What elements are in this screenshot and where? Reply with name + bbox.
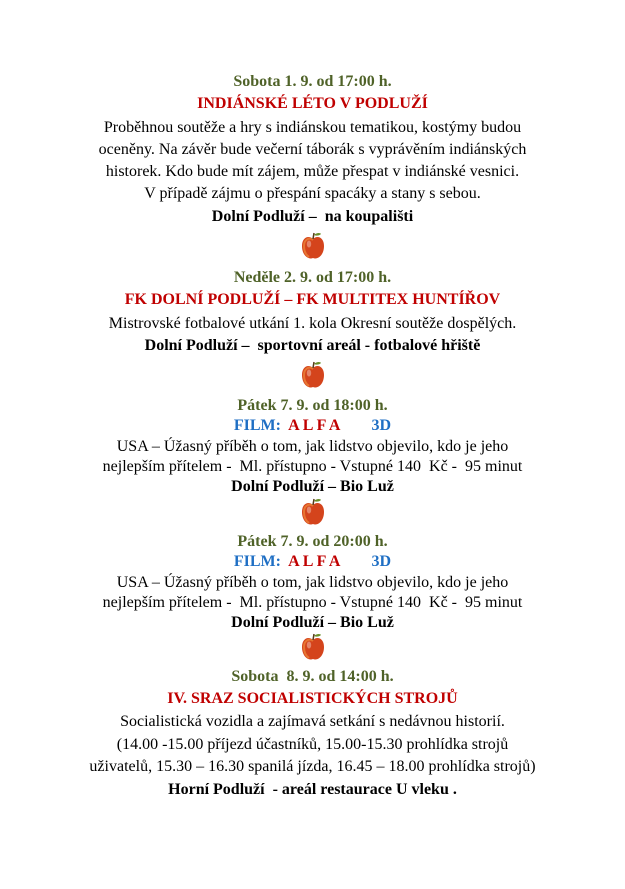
- event-description-line: historek. Kdo bude mít zájem, může přespat v indiánské vesnici.: [105, 163, 520, 180]
- event-description-line: nejlepším přítelem - Ml. přístupno - Vstupné 140 Kč - 95 minut: [102, 458, 523, 475]
- film-header: [0, 416, 625, 436]
- event-description-line: uživatelů, 15.30 – 16.30 spanilá jízda, 16.45 – 18.00 prohlídka strojů): [89, 758, 536, 775]
- apple-icon: [300, 360, 326, 390]
- event-description-line: V případě zájmu o přespání spacáky a stany s sebou.: [144, 185, 481, 202]
- event-title: IV. SRAZ SOCIALISTICKÝCH STROJŮ: [167, 690, 458, 707]
- event-place: Dolní Podluží – sportovní areál - fotbalové hřiště: [144, 337, 481, 354]
- event-place: Horní Podluží - areál restaurace U vleku .: [168, 781, 457, 798]
- apple-icon: [300, 231, 326, 261]
- event-description-line: Socialistická vozidla a zajímavá setkání s nedávnou historií.: [120, 713, 505, 730]
- film-label: FILM:: [233, 417, 281, 434]
- event-date: Sobota 1. 9. od 17:00 h.: [233, 73, 392, 90]
- film-format: 3D: [371, 553, 392, 570]
- event-date: Sobota 8. 9. od 14:00 h.: [231, 668, 394, 685]
- event-date: Pátek 7. 9. od 20:00 h.: [237, 533, 388, 550]
- event-description-line: (14.00 -15.00 příjezd účastníků, 15.00-15.30 prohlídka strojů: [116, 736, 509, 753]
- event-description-line: USA – Úžasný příběh o tom, jak lidstvo objevilo, kdo je jeho: [116, 574, 509, 591]
- event-description-line: Mistrovské fotbalové utkání 1. kola Okresní soutěže dospělých.: [108, 315, 517, 332]
- apple-icon: [300, 632, 326, 662]
- event-description-line: USA – Úžasný příběh o tom, jak lidstvo objevilo, kdo je jeho: [116, 438, 509, 455]
- film-header: [0, 552, 625, 572]
- apple-icon: [300, 497, 326, 527]
- event-date: Neděle 2. 9. od 17:00 h.: [233, 269, 392, 286]
- event-title: INDIÁNSKÉ LÉTO V PODLUŽÍ: [197, 95, 428, 112]
- event-description-line: oceněny. Na závěr bude večerní táborák s vyprávěním indiánských: [98, 141, 527, 158]
- event-place: Dolní Podluží – na koupališti: [211, 208, 414, 225]
- event-description-line: Proběhnou soutěže a hry s indiánskou tematikou, kostýmy budou: [103, 119, 522, 136]
- film-format: 3D: [371, 417, 392, 434]
- film-label: FILM:: [233, 553, 281, 570]
- event-description-line: nejlepším přítelem - Ml. přístupno - Vstupné 140 Kč - 95 minut: [102, 594, 523, 611]
- film-name: A L F A: [288, 553, 340, 570]
- event-place: Dolní Podluží – Bio Luž: [231, 478, 394, 495]
- film-name: A L F A: [288, 417, 340, 434]
- event-date: Pátek 7. 9. od 18:00 h.: [237, 397, 388, 414]
- event-title: FK DOLNÍ PODLUŽÍ – FK MULTITEX HUNTÍŘOV: [124, 291, 501, 308]
- event-place: Dolní Podluží – Bio Luž: [231, 614, 394, 631]
